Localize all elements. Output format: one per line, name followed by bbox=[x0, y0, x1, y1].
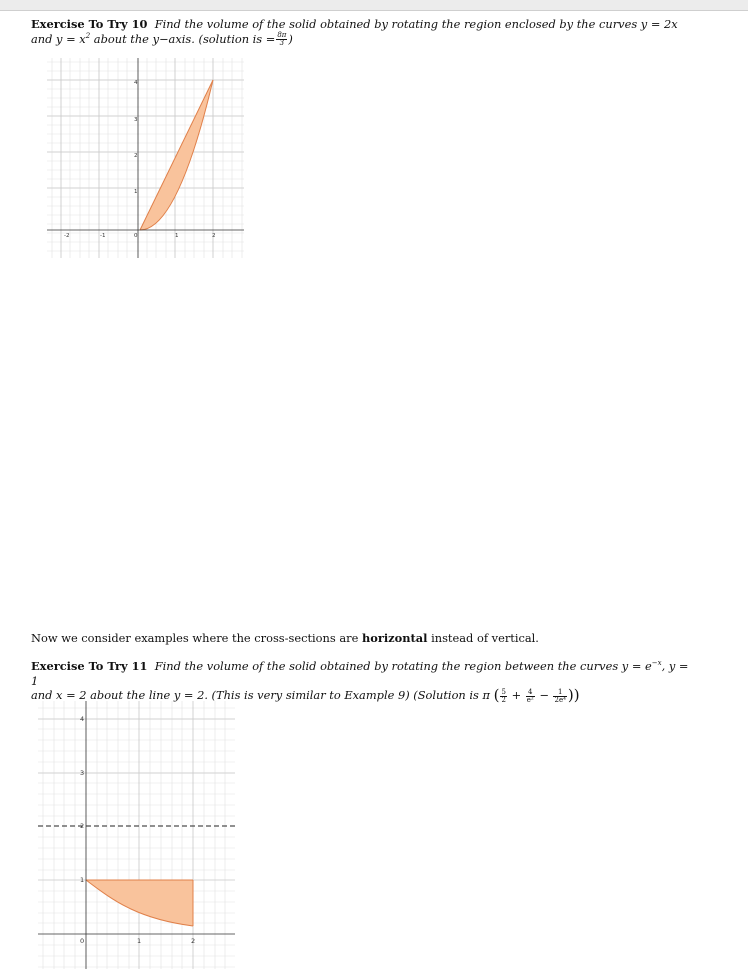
grid bbox=[38, 701, 235, 969]
fraction-5-2 bbox=[500, 689, 506, 704]
exercise-10-eq1: y = 2x bbox=[640, 17, 678, 31]
sol-den: 3 bbox=[279, 39, 285, 47]
x-tick-2: 2 bbox=[191, 937, 196, 945]
exercise-10-heading: Exercise To Try 10 bbox=[31, 17, 148, 31]
x-tick-1: 1 bbox=[175, 233, 179, 239]
fraction-4-e2 bbox=[526, 689, 535, 704]
exercise-10-sol-close: ) bbox=[288, 31, 293, 46]
y-tick-3: 3 bbox=[80, 769, 85, 777]
f1-den: 2 bbox=[501, 695, 506, 704]
x-tick-0: 0 bbox=[80, 937, 85, 945]
exercise-10-solution-fraction bbox=[276, 32, 287, 47]
transition-bold: horizontal bbox=[361, 631, 428, 645]
exercise-10-axis: y−axis. bbox=[152, 31, 195, 46]
f3-num: 1 bbox=[553, 689, 566, 697]
major-grid bbox=[38, 701, 235, 969]
exercise-10-text-b: about the bbox=[93, 31, 149, 46]
x-tick--1: -1 bbox=[100, 233, 106, 239]
x-tick--2: -2 bbox=[64, 233, 70, 239]
curve-y-eq-2x bbox=[140, 80, 213, 230]
y-tick-1: 1 bbox=[80, 876, 85, 884]
y-tick-1: 1 bbox=[134, 189, 138, 195]
transition-sentence bbox=[31, 631, 691, 646]
exercise-11-text-a: Find the volume of the solid obtained by rotating the region between the curves bbox=[154, 659, 619, 673]
graph-exercise-11 bbox=[38, 701, 238, 969]
paren-open: ( bbox=[493, 686, 500, 704]
exercise-11-eq2: , y = 1 bbox=[31, 659, 689, 688]
exercise-11-heading: Exercise To Try 11 bbox=[31, 659, 148, 673]
paren-close: )) bbox=[567, 686, 580, 704]
exercise-10-eq2: y = x bbox=[56, 31, 86, 46]
exercise-10-and: and bbox=[31, 31, 53, 46]
minus-sign: − bbox=[539, 688, 549, 702]
transition-pre: Now we consider examples where the cross-sections are bbox=[31, 631, 359, 645]
f3-den: 2e⁴ bbox=[554, 695, 566, 704]
plus-sign: + bbox=[511, 688, 522, 702]
f1-num: 5 bbox=[501, 687, 506, 696]
y-tick-4: 4 bbox=[134, 80, 138, 86]
f2-den: e² bbox=[526, 695, 534, 704]
graph-exercise-10 bbox=[47, 58, 247, 260]
x-tick-2: 2 bbox=[212, 233, 216, 239]
y-tick-2: 2 bbox=[80, 822, 85, 830]
x-tick-0: 0 bbox=[134, 233, 138, 239]
f2-num: 4 bbox=[526, 689, 535, 697]
exercise-11-text bbox=[31, 659, 691, 704]
sol-num: 8π bbox=[277, 31, 287, 39]
exercise-10-text-a: Find the volume of the solid obtained by rotating the region enclosed by the curves bbox=[154, 17, 638, 31]
exercise-11-eq1-exp: −x bbox=[651, 659, 662, 668]
exercise-10-text bbox=[31, 17, 691, 47]
region-shaded bbox=[86, 880, 193, 926]
x-tick-1: 1 bbox=[137, 937, 142, 945]
exercise-11-eq1: y = e bbox=[621, 659, 652, 673]
exercise-10-eq2-exp: 2 bbox=[85, 31, 91, 40]
transition-post: instead of vertical. bbox=[431, 631, 539, 645]
y-tick-4: 4 bbox=[80, 715, 85, 723]
y-tick-3: 3 bbox=[134, 117, 138, 123]
y-tick-2: 2 bbox=[134, 153, 138, 159]
exercise-11-text-b: and x = 2 about the line y = 2. (This is very similar to Example 9) (Solution is π bbox=[31, 688, 490, 702]
fraction-1-2e4 bbox=[553, 689, 566, 704]
exercise-10-sol-open: (solution is = bbox=[198, 31, 276, 46]
top-border bbox=[0, 0, 748, 11]
